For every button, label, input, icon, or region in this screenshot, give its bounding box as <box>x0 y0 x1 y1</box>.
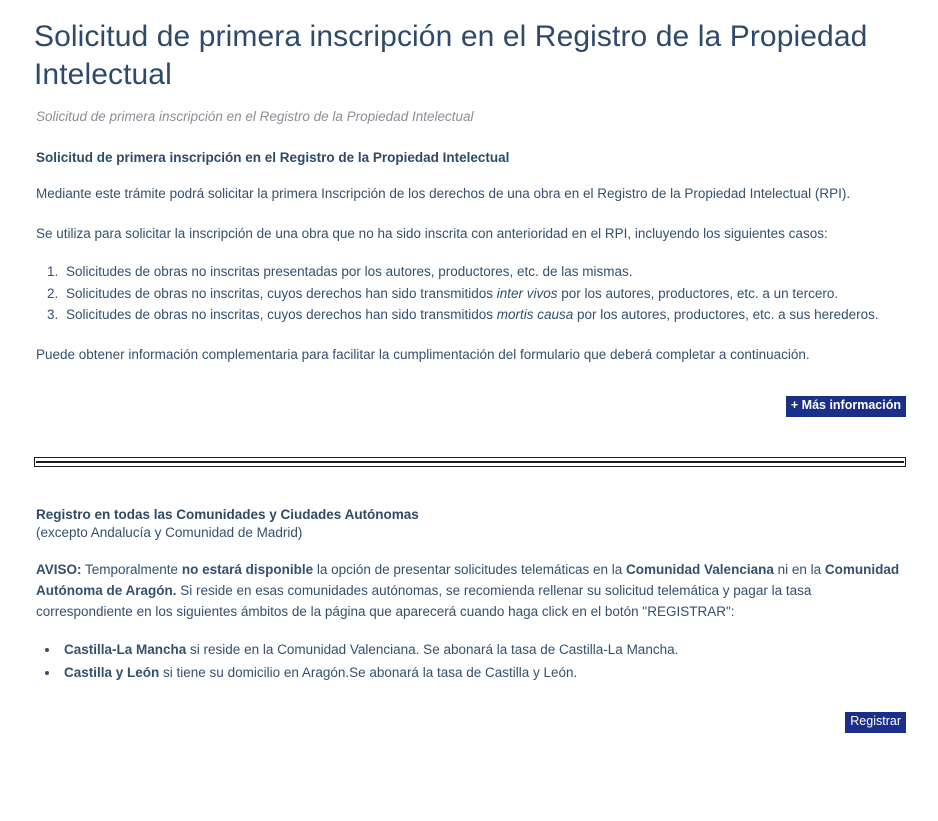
more-info-row <box>34 396 906 417</box>
rule-bold: Castilla-La Mancha <box>64 641 187 657</box>
section-heading: Solicitud de primera inscripción en el Registro de la Propiedad Intelectual <box>36 149 510 165</box>
intro-paragraph-2: Se utiliza para solicitar la inscripción de una obra que no ha sido inscrita con anterioridad en el RPI, incluyendo los siguientes casos: <box>36 225 828 241</box>
page-subtitle: Solicitud de primera inscripción en el Registro de la Propiedad Intelectual <box>36 108 474 124</box>
list-item <box>60 662 906 684</box>
case-text-italic: inter vivos <box>496 285 558 301</box>
case-list <box>36 262 906 327</box>
intro-paragraph-3: Puede obtener información complementaria para facilitar la cumplimentación del formulario que deberá completar a continuación. <box>36 347 810 363</box>
case-text-before: Solicitudes de obras no inscritas presentadas por los autores, productores, etc. de las mismas. <box>66 263 633 279</box>
more-info-link[interactable]: + Más información <box>786 396 906 417</box>
aviso-text-a: Temporalmente <box>81 561 182 577</box>
divider-outer <box>34 457 906 467</box>
aviso-text-b: no estará disponible <box>181 561 314 577</box>
list-item <box>62 305 906 326</box>
case-text-after: por los autores, productores, etc. a un tercero. <box>557 285 839 301</box>
registro-subheading: (excepto Andalucía y Comunidad de Madrid) <box>36 524 303 540</box>
rule-rest: si reside en la Comunidad Valenciana. Se abonará la tasa de Castilla-La Mancha. <box>186 641 679 657</box>
aviso-paragraph <box>36 560 906 623</box>
rule-bold: Castilla y León <box>64 665 160 681</box>
case-text-after: por los autores, productores, etc. a sus herederos. <box>573 307 879 323</box>
registro-heading: Registro en todas las Comunidades y Ciudades Autónomas <box>36 506 419 522</box>
registro-block <box>34 507 906 733</box>
rule-list <box>36 639 906 684</box>
aviso-text-e: ni en la <box>773 561 825 577</box>
aviso-text-f: Comunidad Autónoma de Aragón. <box>36 561 900 598</box>
aviso-text-d: Comunidad Valenciana <box>626 561 774 577</box>
case-text-before: Solicitudes de obras no inscritas, cuyos derechos han sido transmitidos <box>66 307 497 323</box>
section-divider <box>34 457 906 467</box>
aviso-label: AVISO: <box>36 561 82 577</box>
page-title: Solicitud de primera inscripción en el Registro de la Propiedad Intelectual <box>34 20 868 92</box>
aviso-text-c: la opción de presentar solicitudes telemáticas en la <box>313 561 627 577</box>
list-item <box>62 284 906 305</box>
intro-paragraph-1: Mediante este trámite podrá solicitar la primera Inscripción de los derechos de una obra en el Registro de la Propiedad Intelectual (RPI). <box>36 185 851 201</box>
register-row <box>34 712 906 733</box>
list-item <box>62 262 906 283</box>
aviso-text-g: Si reside en esas comunidades autónomas, se recomienda rellenar su solicitud telemática y pagar la tasa correspondiente en los siguientes ámbitos de la página que aparecerá cuando haga click en el botón "REGISTRAR": <box>36 582 812 619</box>
divider-inner <box>36 461 904 463</box>
case-text-italic: mortis causa <box>496 307 574 323</box>
register-button[interactable]: Registrar <box>845 712 906 733</box>
case-text-before: Solicitudes de obras no inscritas, cuyos derechos han sido transmitidos <box>66 285 497 301</box>
rule-rest: si tiene su domicilio en Aragón.Se abonará la tasa de Castilla y León. <box>159 665 578 681</box>
list-item <box>60 639 906 661</box>
